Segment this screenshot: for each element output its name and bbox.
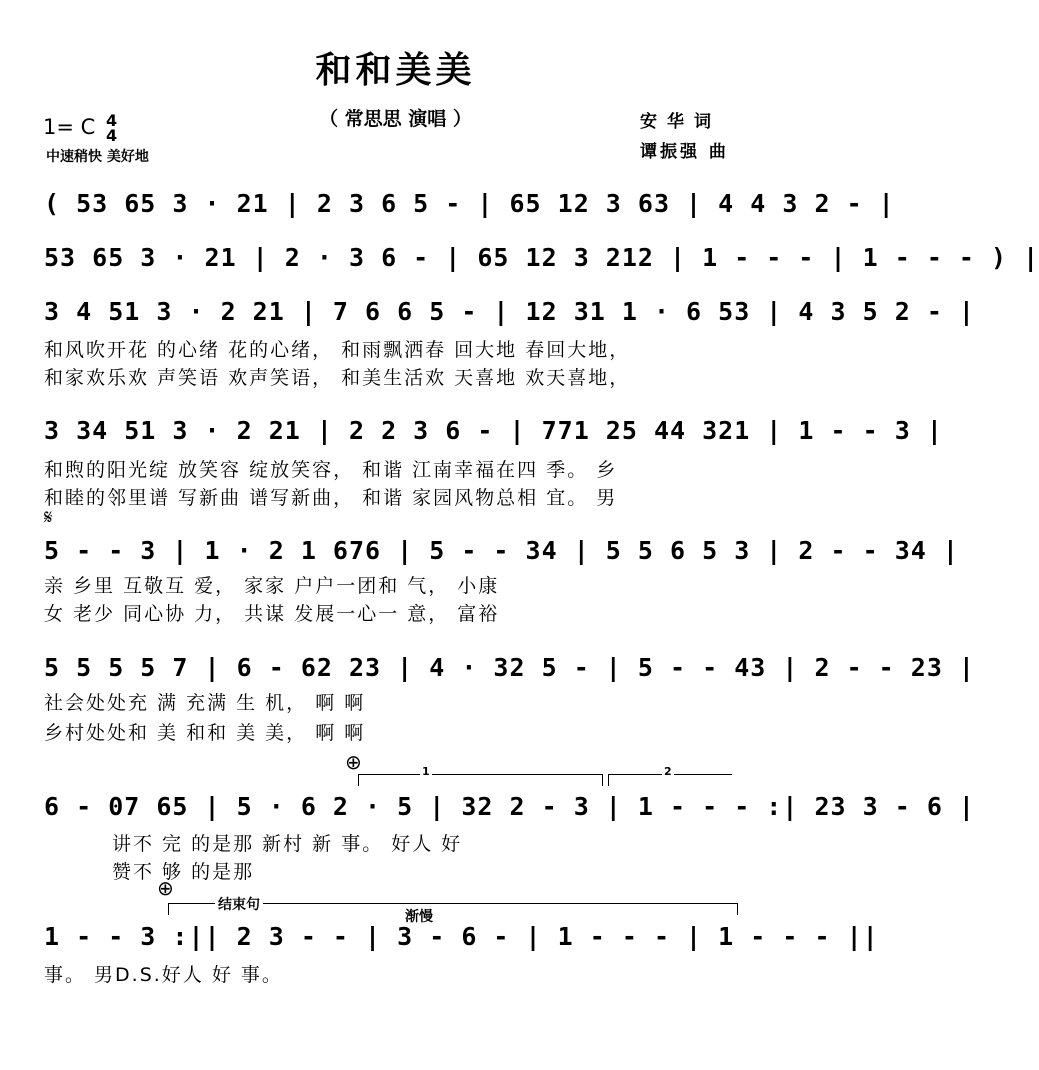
- volta-1-start: [358, 774, 359, 786]
- coda-sign-1: ⊕: [345, 750, 362, 774]
- time-signature: [106, 113, 117, 143]
- lyric-row-4-verse-1: 和煦的阳光绽 放笑容 绽放笑容， 和谐 江南幸福在四 季。 乡: [44, 459, 618, 481]
- notation-row-7: 6 - 07 65 | 5 · 6 2 · 5 | 32 2 - 3 | 1 - - - :| 23 3 - 6 |: [44, 792, 975, 821]
- lyricist-credit: 安华词: [640, 112, 721, 132]
- notation-row-5: 5 - - 3 | 1 · 2 1 676 | 5 - - 34 | 5 5 6 5 3 | 2 - - 34 |: [44, 536, 959, 565]
- notation-row-8: 1 - - 3 :|| 2 3 - - | 3 - 6 - | 1 - - - | 1 - - - ||: [44, 922, 879, 951]
- volta-1-end: [602, 774, 603, 786]
- notation-row-3: 3 4 51 3 · 2 21 | 7 6 6 5 - | 12 31 1 · 6 53 | 4 3 5 2 - |: [44, 297, 975, 326]
- song-title: 和和美美: [315, 50, 476, 91]
- key-label: 1= C: [43, 115, 96, 139]
- lyric-row-4-verse-2: 和睦的邻里谱 写新曲 谱写新曲， 和谐 家园风物总相 宜。 男: [44, 487, 618, 509]
- notation-row-1: ( 53 65 3 · 21 | 2 3 6 5 - | 65 12 3 63 | 4 4 3 2 - |: [44, 189, 895, 218]
- lyric-row-3-verse-1: 和风吹开花 的心绪 花的心绪， 和雨飘洒春 回大地 春回大地，: [44, 339, 631, 361]
- lyric-row-6-verse-2: 乡村处处和 美 和和 美 美， 啊 啊: [44, 722, 366, 744]
- volta-2-start: [608, 774, 609, 786]
- volta-1-line: [358, 774, 602, 775]
- segno-sign: 𝄋: [44, 505, 53, 529]
- time-top: 4: [105, 111, 118, 130]
- singer-credit: （ 常思思 演唱 ）: [319, 108, 472, 130]
- tempo-marking: 中速稍快 美好地: [46, 149, 149, 165]
- key-signature: [43, 113, 117, 143]
- notation-row-4: 3 34 51 3 · 2 21 | 2 2 3 6 - | 771 25 44 321 | 1 - - 3 |: [44, 416, 943, 445]
- notation-row-2: 53 65 3 · 21 | 2 · 3 6 - | 65 12 3 212 | 1 - - - | 1 - - - ) |: [44, 243, 1039, 272]
- ending-bracket-end: [737, 903, 738, 915]
- ritardando-label: 渐慢: [405, 909, 433, 925]
- lyric-row-7-verse-1: 讲不 完 的是那 新村 新 事。 好人 好: [112, 833, 463, 855]
- lyric-row-8-verse-1: 事。 男D.S.好人 好 事。: [44, 964, 283, 986]
- ending-bracket-start: [168, 903, 169, 915]
- ending-label: 结束句: [215, 894, 263, 914]
- volta-1-number: 1: [422, 765, 430, 778]
- time-bottom: 4: [105, 126, 118, 145]
- coda-sign-2: ⊕: [157, 876, 174, 900]
- lyric-row-7-verse-2: 赞不 够 的是那: [112, 861, 255, 883]
- volta-2-number: 2: [664, 765, 672, 778]
- composer-credit: 谭振强 曲: [640, 142, 729, 162]
- notation-row-6: 5 5 5 5 7 | 6 - 62 23 | 4 · 32 5 - | 5 - - 43 | 2 - - 23 |: [44, 653, 975, 682]
- lyric-row-5-verse-1: 亲 乡里 互敬互 爱， 家家 户户一团和 气， 小康: [44, 575, 500, 597]
- lyric-row-3-verse-2: 和家欢乐欢 声笑语 欢声笑语， 和美生活欢 天喜地 欢天喜地，: [44, 367, 631, 389]
- lyric-row-6-verse-1: 社会处处充 满 充满 生 机， 啊 啊: [44, 692, 366, 714]
- lyric-row-5-verse-2: 女 老少 同心协 力， 共谋 发展一心一 意， 富裕: [44, 603, 500, 625]
